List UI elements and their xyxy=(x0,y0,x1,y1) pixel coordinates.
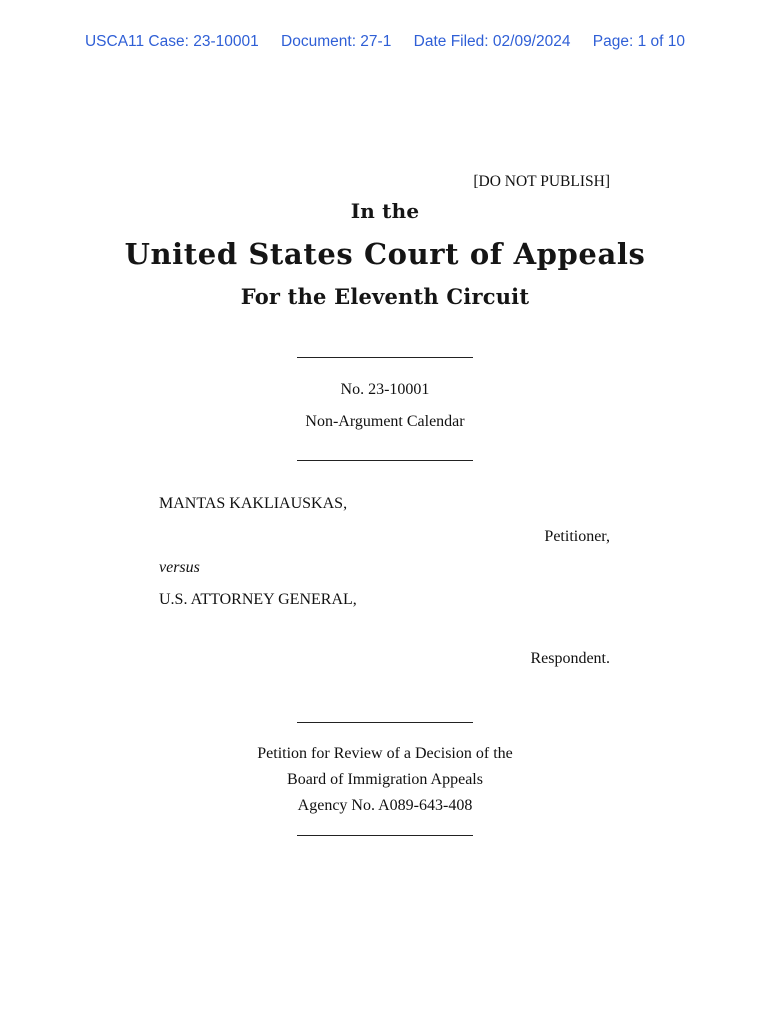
agency-number: Agency No. A089-643-408 xyxy=(297,797,473,814)
divider-rule xyxy=(297,835,473,836)
respondent-name: U.S. ATTORNEY GENERAL, xyxy=(159,591,357,608)
divider-rule xyxy=(297,722,473,723)
petition-line: Board of Immigration Appeals xyxy=(287,771,483,788)
calendar-type: Non-Argument Calendar xyxy=(305,413,465,430)
case-number: No. 23-10001 xyxy=(340,381,430,398)
divider-rule xyxy=(297,357,473,358)
case-number-stamp: USCA11 Case: 23-10001 xyxy=(84,33,259,50)
date-filed-stamp: Date Filed: 02/09/2024 xyxy=(413,33,571,50)
petition-description xyxy=(0,741,770,819)
publication-status: [DO NOT PUBLISH] xyxy=(473,173,610,190)
court-heading-in-the: In the xyxy=(350,199,420,223)
document-number-stamp: Document: 27-1 xyxy=(281,33,392,50)
court-circuit: For the Eleventh Circuit xyxy=(240,284,530,309)
filing-stamp-header xyxy=(0,33,770,51)
page-count-stamp: Page: 1 of 10 xyxy=(592,33,686,50)
divider-rule xyxy=(297,460,473,461)
petitioner-name: MANTAS KAKLIAUSKAS, xyxy=(159,495,348,512)
respondent-role: Respondent. xyxy=(530,650,610,667)
court-name: United States Court of Appeals xyxy=(124,237,646,271)
petitioner-role: Petitioner, xyxy=(544,528,610,545)
petition-line: Petition for Review of a Decision of the xyxy=(257,745,513,762)
versus-label: versus xyxy=(159,559,200,576)
